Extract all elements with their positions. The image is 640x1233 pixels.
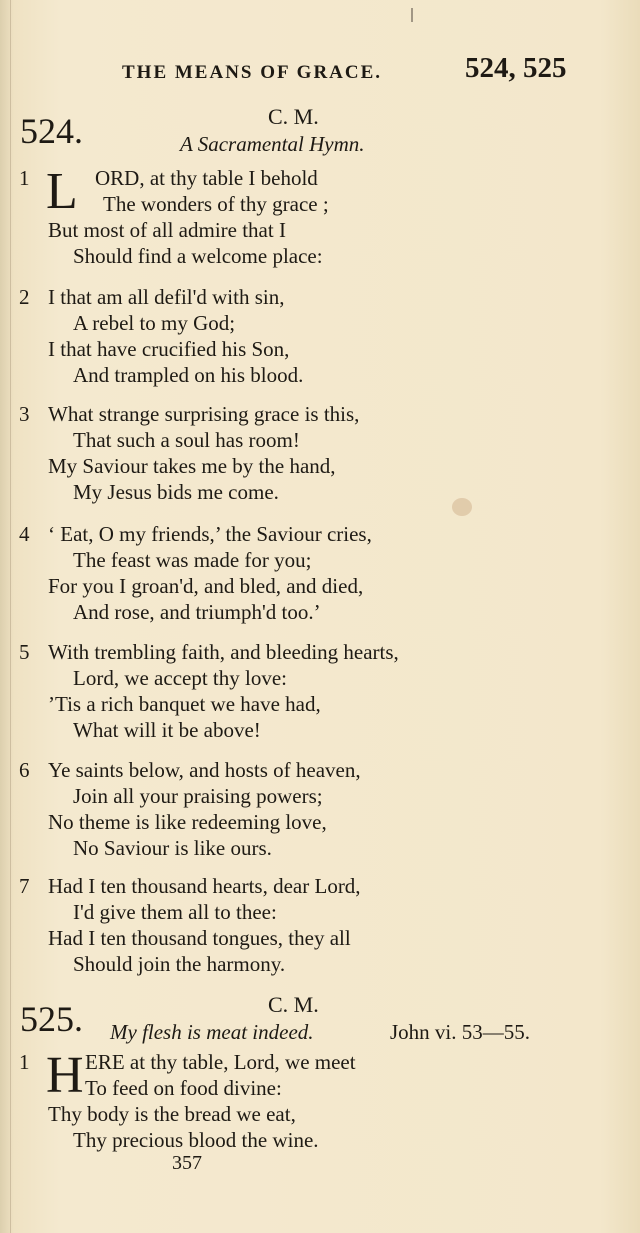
hymn-524-stanza-3 [0,402,640,512]
hymn-524-stanza-5 [0,640,640,750]
hymn-524-stanza-4 [0,522,640,632]
verse-number: 5 [19,640,30,664]
hymn-line: And trampled on his blood. [73,363,304,387]
hymn-line: And rose, and triumph'd too.’ [73,600,321,624]
verse-number: 1 [19,166,30,190]
hymn-line: Should find a welcome place: [73,244,323,268]
hymn-line: I that am all defil'd with sin, [48,285,285,309]
hymn-title: A Sacramental Hymn. [180,132,365,156]
verse-number: 4 [19,522,30,546]
hymn-meter: C. M. [268,104,319,129]
verse-number: 3 [19,402,30,426]
hymn-line: ‘ Eat, O my friends,’ the Saviour cries, [48,522,372,546]
hymn-line: Join all your praising powers; [73,784,323,808]
hymn-524-stanza-2 [0,285,640,395]
drop-cap: H [46,1047,84,1104]
hymn-meter: C. M. [268,992,319,1017]
hymn-524-stanza-7 [0,874,640,984]
hymn-line: My Jesus bids me come. [73,480,279,504]
hymn-line: Should join the harmony. [73,952,286,976]
hymn-line: No Saviour is like ours. [73,836,272,860]
running-header [0,52,640,92]
hymn-line: That such a soul has room! [73,428,300,452]
hymn-line: No theme is like redeeming love, [48,810,327,834]
hymn-line: I that have crucified his Son, [48,337,290,361]
hymn-line: ERE at thy table, Lord, we meet [85,1050,356,1074]
hymn-number: 525. [20,999,83,1039]
drop-cap: L [46,163,78,220]
scripture-reference: John vi. 53—55. [390,1020,531,1044]
hymn-line: Lord, we accept thy love: [73,666,287,690]
page-number: 357 [172,1152,202,1174]
hymn-line: A rebel to my God; [73,311,236,335]
verse-number: 1 [19,1050,30,1074]
verse-number: 7 [19,874,30,898]
hymn-number: 524. [20,111,83,151]
hymn-line: With trembling faith, and bleeding hearts, [48,640,399,664]
hymn-525-stanza-1 [0,1047,640,1160]
hymn-line: What will it be above! [73,718,261,742]
verse-number: 2 [19,285,30,309]
hymn-title: My flesh is meat indeed. [110,1020,314,1044]
hymn-line: Thy body is the bread we eat, [48,1102,296,1126]
verse-number: 6 [19,758,30,782]
hymn-line: ’Tis a rich banquet we have had, [48,692,321,716]
hymn-line: The feast was made for you; [73,548,312,572]
hymn-line: But most of all admire that I [48,218,286,242]
hymn-line: To feed on food divine: [85,1076,282,1100]
hymn-line: For you I groan'd, and bled, and died, [48,574,364,598]
hymn-line: What strange surprising grace is this, [48,402,360,426]
hymn-line: ORD, at thy table I behold [95,166,318,190]
hymn-line: Had I ten thousand tongues, they all [48,926,351,950]
hymn-524-stanza-6 [0,758,640,868]
hymn-line: My Saviour takes me by the hand, [48,454,336,478]
hymn-line: The wonders of thy grace ; [103,192,329,216]
page-mark [411,8,413,22]
hymn-524-stanza-1 [0,163,640,276]
hymn-line: Had I ten thousand hearts, dear Lord, [48,874,361,898]
hymn-524-heading [0,104,640,164]
hymn-range: 524, 525 [465,52,567,84]
hymn-line: I'd give them all to thee: [73,900,277,924]
hymn-line: Ye saints below, and hosts of heaven, [48,758,361,782]
running-title: THE MEANS OF GRACE. [122,62,383,83]
hymn-525-heading [0,992,640,1052]
hymn-line: Thy precious blood the wine. [73,1128,319,1152]
